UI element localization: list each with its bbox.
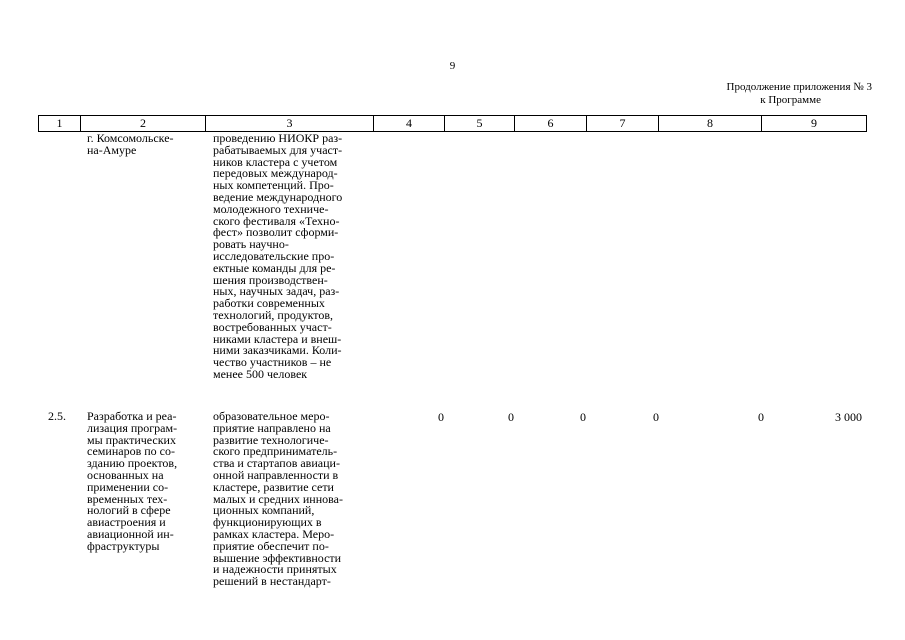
row-2-5-number: 2.5. xyxy=(48,409,66,423)
row-2-5-description: образовательное меро- приятие направлено на развитие технологиче- ского предприниматель- ства и стартапов авиаци- онной направленности в кластере, развитие сети малых и средних иннова- ционных компаний, функционирующих в рамках кластера. Меро- приятие обеспечит по- вышение эффективности и надежности принятых решений в нестандарт- xyxy=(213,409,343,589)
header-col-2: 2 xyxy=(81,116,206,132)
column-header-row xyxy=(38,115,867,132)
header-col-4: 4 xyxy=(374,116,445,132)
row-2-5-col-7-value: 0 xyxy=(653,410,659,424)
row-1-organization: г. Комсомольске- на-Амуре xyxy=(87,131,174,157)
header-col-5: 5 xyxy=(445,116,515,132)
continuation-line-1: Продолжение приложения № 3 xyxy=(726,81,872,93)
header-col-1: 1 xyxy=(39,116,81,132)
row-2-5-col-8-value: 0 xyxy=(758,410,764,424)
header-col-9: 9 xyxy=(762,116,867,132)
row-1-description: проведению НИОКР раз- рабатываемых для участ- ников кластера с учетом передовых международ- ных компетенций. Про- ведение международного молодежного техниче- ского фестиваля «Техно- фест» позволит сформи- ровать научно- исследовательские про- ектные команды для ре- шения производствен- ных, научных задач, раз- работки современных технологий, продуктов, востребованных участ- никами кластера и внеш- ними заказчиками. Коли- чество участников – не менее 500 человек xyxy=(213,131,343,381)
row-2-5-col-5-value: 0 xyxy=(508,410,514,424)
header-col-7: 7 xyxy=(587,116,659,132)
row-2-5-title: Разработка и реа- лизация програм- мы практических семинаров по со- зданию проектов, основанных на применении со- временных тех- нологий в сфере авиастроения и авиационной ин- фраструктуры xyxy=(87,409,178,553)
header-col-8: 8 xyxy=(659,116,762,132)
row-2-5-col-4-value: 0 xyxy=(438,410,444,424)
continuation-line-2: к Программе xyxy=(760,94,821,106)
header-col-3: 3 xyxy=(206,116,374,132)
row-2-5-col-9-value: 3 000 xyxy=(835,410,862,424)
row-2-5-col-6-value: 0 xyxy=(580,410,586,424)
page-number: 9 xyxy=(449,60,456,72)
header-col-6: 6 xyxy=(515,116,587,132)
continuation-caption xyxy=(672,81,872,107)
